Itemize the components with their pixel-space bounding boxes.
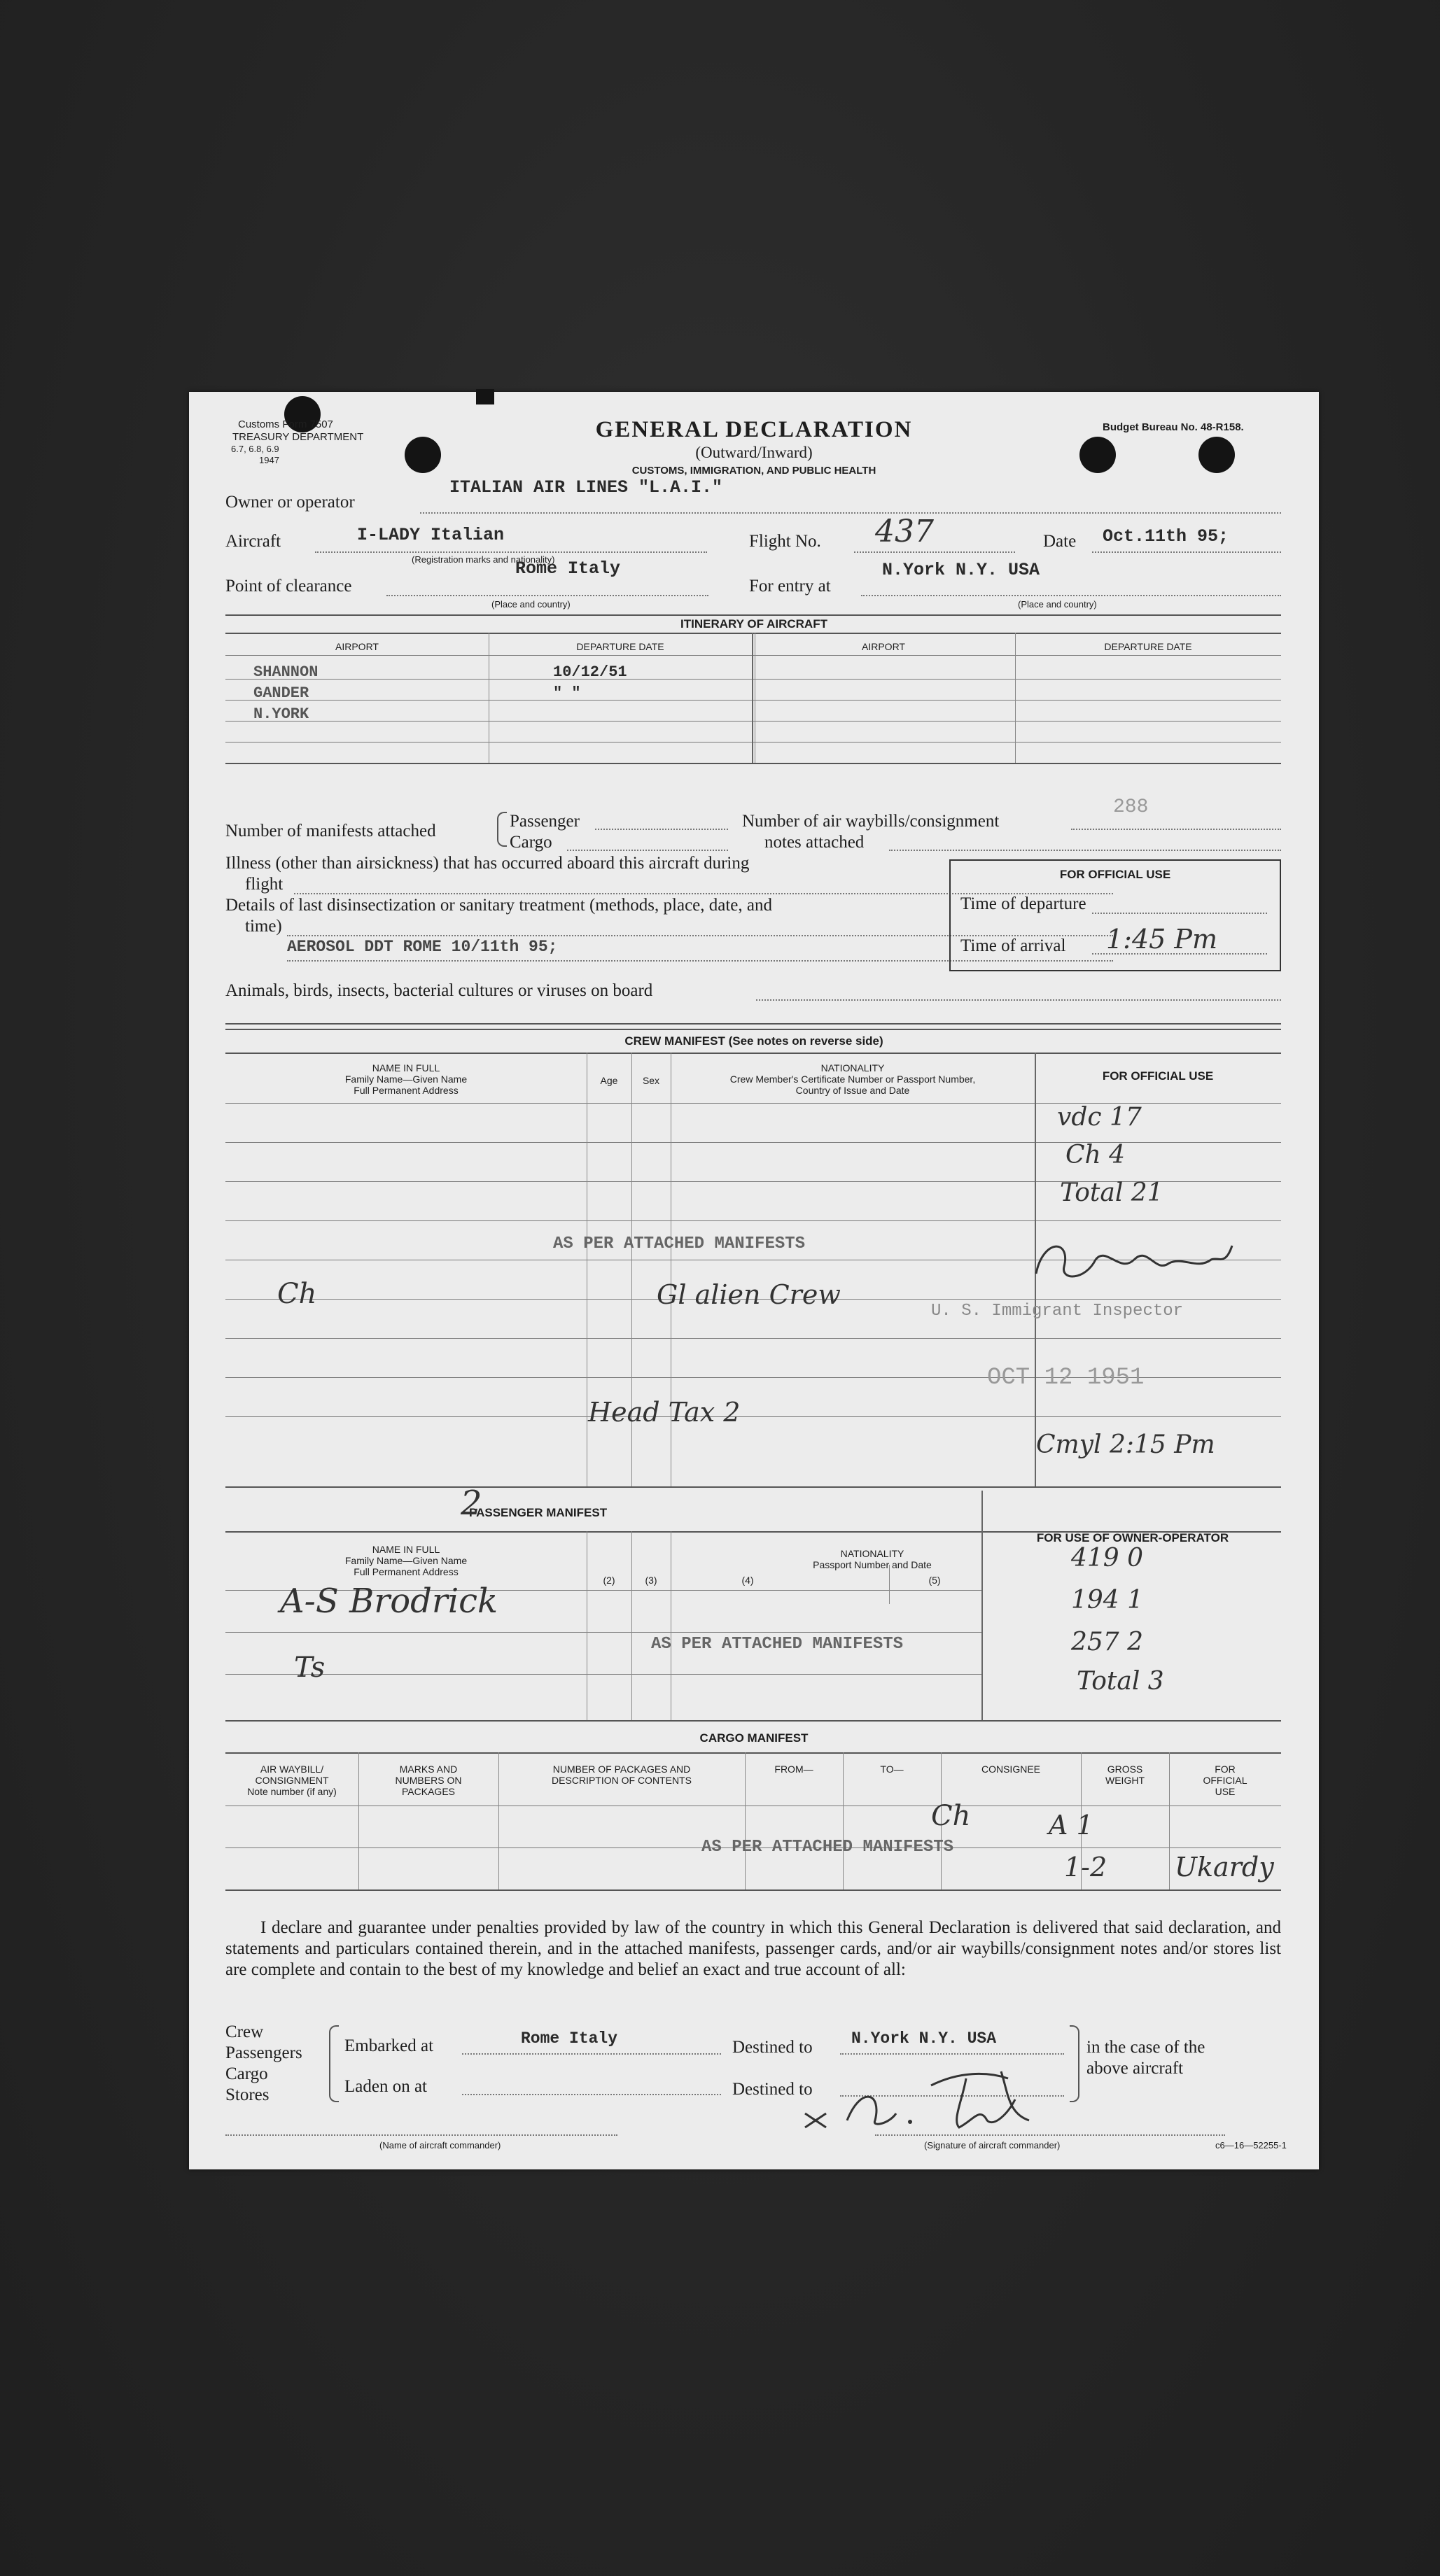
embarked-label: Embarked at <box>344 2036 434 2055</box>
entry-label: For entry at <box>749 577 831 596</box>
destined-label-2: Destined to <box>732 2080 813 2099</box>
destined-value: N.York N.Y. USA <box>851 2029 997 2048</box>
date-label: Date <box>1043 532 1077 551</box>
passenger-col-nationality: NATIONALITY Passport Number and Date <box>813 1548 932 1570</box>
manifests-label: Number of manifests attached <box>225 822 436 840</box>
arrival-time-value: 1:45 Pm <box>1106 924 1218 955</box>
crew-note-7: Cmyl 2:15 Pm <box>1036 1430 1215 1459</box>
official-use-title: FOR OFFICIAL USE <box>1059 868 1171 881</box>
embarked-value: Rome Italy <box>521 2029 618 2048</box>
budget-bureau: Budget Bureau No. 48-R158. <box>1103 421 1244 433</box>
passenger-mark-2: Ts <box>294 1652 326 1684</box>
waybills-value: 288 <box>1113 796 1149 818</box>
immigrant-inspector-stamp: U. S. Immigrant Inspector <box>931 1302 1184 1321</box>
clearance-label: Point of clearance <box>225 577 352 596</box>
crew-official-use: FOR OFFICIAL USE <box>1102 1069 1214 1083</box>
passenger-manifest-title: PASSENGER MANIFEST <box>469 1506 608 1519</box>
declaration-text: I declare and guarantee under penalties provided by law of the country in which this General Declaration is delivered that said declaration, and statements and particulars contained therein, and in the attached manifests, passenger cards, and/or air waybills/consignment notes and/or stores list are complete and contain to the best of my knowledge and belief an exact and true account of all: <box>225 1918 1281 1979</box>
passenger-owner-use: FOR USE OF OWNER-OPERATOR <box>1036 1531 1229 1544</box>
cargo-manifest-title: CARGO MANIFEST <box>699 1731 809 1745</box>
passenger-attached-note: AS PER ATTACHED MANIFESTS <box>651 1635 904 1654</box>
illness-label-2: flight <box>245 875 284 894</box>
owner-label: Owner or operator <box>225 493 355 512</box>
form-subtitle: (Outward/Inward) <box>695 444 813 461</box>
cargo-note-1: Ch <box>931 1800 971 1832</box>
passenger-note-3: 257 2 <box>1071 1628 1144 1656</box>
passenger-note-4: Total 3 <box>1077 1667 1164 1696</box>
owner-value: ITALIAN AIR LINES "L.A.I." <box>449 477 723 498</box>
passenger-note-1: 419 0 <box>1071 1544 1144 1572</box>
itinerary-date: " " <box>553 684 581 702</box>
passenger-mark: 2 <box>461 1484 482 1523</box>
laden-label: Laden on at <box>344 2077 428 2096</box>
itinerary-airport: SHANNON <box>253 663 319 681</box>
crew-attached-note: AS PER ATTACHED MANIFESTS <box>553 1234 806 1253</box>
itinerary-airport: N.YORK <box>253 705 309 723</box>
crew-col-name: NAME IN FULL Family Name—Given Name Full Permanent Address <box>344 1062 468 1096</box>
form-number: Customs Form 7507 <box>238 418 333 430</box>
disinsect-value: AEROSOL DDT ROME 10/11th 95; <box>287 938 558 956</box>
entry-value: N.York N.Y. USA <box>882 560 1040 580</box>
aircraft-caption: (Registration marks and nationality) <box>412 554 555 565</box>
print-code: c6—16—52255-1 <box>1215 2140 1287 2151</box>
commander-signature <box>798 2057 1036 2134</box>
crew-manifest-title: CREW MANIFEST (See notes on reverse side) <box>624 1034 883 1048</box>
itinerary-date: 10/12/51 <box>553 663 627 681</box>
in-case-label: in the case of the <box>1086 2038 1205 2057</box>
crew-note-1: vdc 17 <box>1057 1103 1142 1132</box>
animals-label: Animals, birds, insects, bacterial cultures or viruses on board <box>225 981 653 1000</box>
flight-no-value: 437 <box>875 514 934 549</box>
disinsect-label-2: time) <box>245 917 282 936</box>
crew-note-2: Ch 4 <box>1065 1141 1126 1169</box>
destined-label-1: Destined to <box>732 2038 813 2057</box>
cargo-note-4: Ukardy <box>1175 1852 1274 1882</box>
cargo-note-3: 1-2 <box>1064 1852 1107 1882</box>
inspector-signature <box>1029 1232 1239 1295</box>
departure-time-label: Time of departure <box>960 894 1086 913</box>
form-year: 1947 <box>259 455 279 465</box>
illness-label: Illness (other than airsickness) that has occurred aboard this aircraft during <box>225 854 750 873</box>
declaration-form: Customs Form 7507 TREASURY DEPARTMENT 6.7, 6.8, 6.9 1947 Budget Bureau No. 48-R158. GENERAL DECLARATION (Outward/Inward) CUSTOMS, IMMIGRATION, AND PUBLIC HEALTH Owner or operator ITALIAN AIR LINES "L.A.I." Aircraft I-LADY Italian (Registration marks and nationality) Flight No. 437 Date Oct.11th 95; Point of clearance Rome Italy (Place and country) For entry at N.York N.Y. USA (Place and country) ITINERARY OF AIRCRAFT AIRPORT DEPARTURE DATE AIRPORT DEPARTURE DATE SHANNON GANDER N.YORK 10/12/51 " " Number of manifests attached Passenger Cargo Number of air waybills/consignment notes attached 288 Illness (other than airsickness) that has occurred aboard this aircraft during flight Details of last disinsectization or sanitary treatment (methods, place, date, and time) AEROSOL DDT ROME 10/11th 95; Animals, birds, insects, bacterial cultures or viruses on board FOR OFFICIAL USE Time of departure Time of arrival 1:45 Pm CREW MANIFEST (See notes on reverse side) NAME IN FULL Family Name—Given Name Full Permanent Address Age Sex NATIONALITY Crew Member's Certificate Number or Passport Number, Country of Issue and Date FOR OFFICIAL USE AS PER ATTACHED MANIFESTS vdc 17 Ch 4 Total 21 Gl alien Crew Ch Head Tax 2 Cmyl 2:15 Pm U. S. Immigrant Inspector OCT 12 1951 PASSENGER MANIFEST 2 NAME IN FULL Family Name—Given Name Full Permanent Address (2) (3) NATIONALITY Passport Number and Date (4) (5) FOR USE OF OWNER-OPERATOR A-S Brodrick Ts AS PER ATTACHED MANIFESTS 419 0 194 1 257 2 Total 3 CARGO MANIFEST AIR WAYBILL/ CONSIGNMENT Note number (if any) MARKS AND NUMBERS ON PACKAGES NUMBER OF PACKAGES AND DESCRIPTION OF CONTENTS FROM— TO— CONSIGNEE GROSS WEIGHT FOR OFFICIAL USE AS PER ATTACHED MANIFESTS Ch A 1 1-2 Ukardy I declare and guarantee under penalties provided by law of the country in which this General Declaration is delivered that said declaration, and statements and particulars contained therein, and in the attached manifests, passenger cards, and/or air waybills/consignment notes and/or stores list are complete and contain to the best of my knowledge and belief an exact and true account of all: Crew Passengers Cargo Stores Embarked at Rome Italy Laden on at Destined to N.York N.Y. USA Destined to in the case of the above aircraft (Name of aircraft commander) (Signature of aircraft commander) c6—16—52255-1 <box>189 392 1319 2169</box>
disinsect-label: Details of last disinsectization or sanitary treatment (methods, place, date, and <box>225 896 772 915</box>
arrival-time-label: Time of arrival <box>960 936 1066 955</box>
crew-note-3: Total 21 <box>1060 1178 1163 1207</box>
stamp-date: OCT 12 1951 <box>987 1365 1145 1391</box>
cargo-attached-note: AS PER ATTACHED MANIFESTS <box>701 1838 954 1857</box>
form-title: GENERAL DECLARATION <box>595 417 913 442</box>
clearance-caption: (Place and country) <box>491 599 571 610</box>
flight-no-label: Flight No. <box>749 532 821 551</box>
itinerary-title: ITINERARY OF AIRCRAFT <box>680 617 827 631</box>
waybills-label-2: notes attached <box>764 833 865 852</box>
crew-note-4: Gl alien Crew <box>657 1279 841 1310</box>
cargo-label: Cargo <box>510 833 552 852</box>
passenger-name: A-S Brodrick <box>280 1582 498 1621</box>
agencies-line: CUSTOMS, IMMIGRATION, AND PUBLIC HEALTH <box>631 465 876 477</box>
passenger-label: Passenger <box>510 812 580 831</box>
date-value: Oct.11th 95; <box>1103 526 1229 547</box>
itinerary-airport: GANDER <box>253 684 309 702</box>
passenger-note-2: 194 1 <box>1071 1586 1144 1614</box>
clearance-value: Rome Italy <box>515 558 621 579</box>
in-case-label-2: above aircraft <box>1086 2059 1184 2078</box>
commander-signature-caption: (Signature of aircraft commander) <box>924 2140 1061 2151</box>
waybills-label: Number of air waybills/consignment <box>742 812 1000 831</box>
treasury-label: TREASURY DEPARTMENT <box>232 431 364 443</box>
passenger-col-name: NAME IN FULL Family Name—Given Name Full Permanent Address <box>344 1544 468 1577</box>
entry-caption: (Place and country) <box>1018 599 1097 610</box>
aircraft-value: I-LADY Italian <box>357 525 505 545</box>
crew-note-5: Ch <box>277 1278 317 1310</box>
torn-corner <box>476 389 494 404</box>
form-references: 6.7, 6.8, 6.9 <box>231 444 279 454</box>
cargo-note-2: A 1 <box>1049 1810 1093 1840</box>
commander-name-caption: (Name of aircraft commander) <box>379 2140 501 2151</box>
crew-note-6: Head Tax 2 <box>588 1397 741 1428</box>
crew-col-nationality: NATIONALITY Crew Member's Certificate Number or Passport Number, Country of Issue and Date <box>729 1062 976 1096</box>
aircraft-label: Aircraft <box>225 532 281 551</box>
